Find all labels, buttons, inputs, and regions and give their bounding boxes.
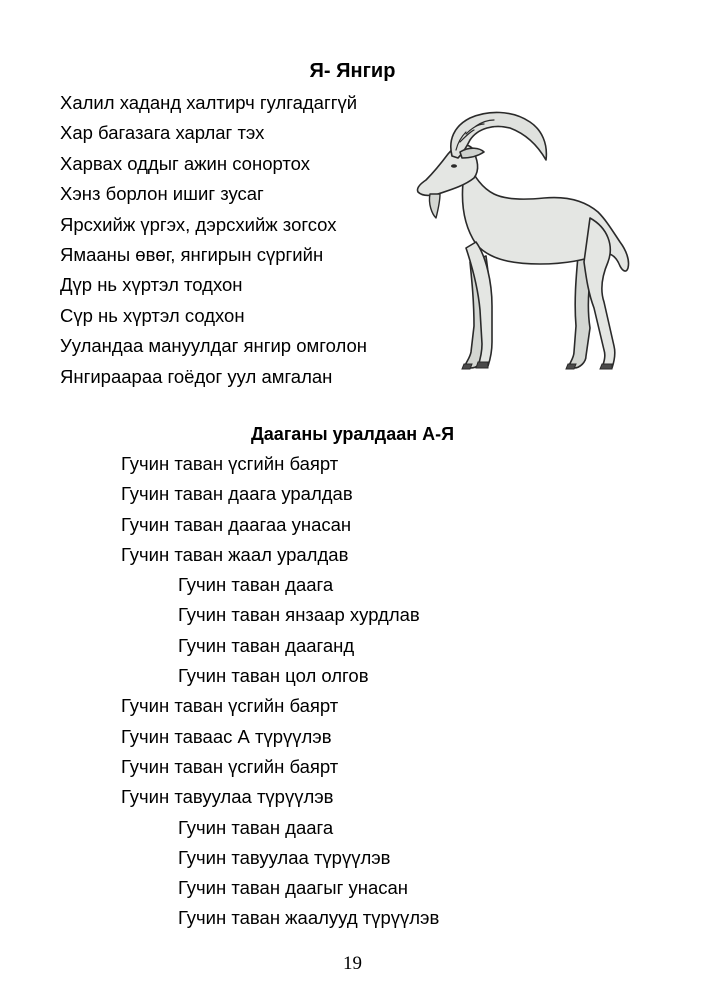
page-number: 19 <box>343 953 362 974</box>
poem-line: Дүр нь хүртэл тодхон <box>60 274 243 296</box>
poem-title: Дааганы уралдаан А-Я <box>250 424 455 444</box>
poem-title: Я- Янгир <box>309 60 396 82</box>
poem-line: Гучин тавуулаа түрүүлэв <box>178 846 391 868</box>
poem-line: Халил хаданд халтирч гулгадаггүй <box>60 92 358 113</box>
poem-line: Гучин таван цол олгов <box>178 665 369 687</box>
poem-line: Ямааны өвөг, янгирын сүргийн <box>60 243 324 265</box>
poem-line: Ууландаа мануулдаг янгир омголон <box>60 335 367 357</box>
poem-line: Гучин таван үсгийн баярт <box>121 695 339 717</box>
ibex-goat-illustration <box>408 106 650 376</box>
poem-horse-race <box>0 449 439 934</box>
poem-line: Гучин таван үсгийн баярт <box>121 755 339 777</box>
poem-line: Гучин таван даагыг унасан <box>178 877 408 899</box>
poem-line: Гучин таваас А түрүүлэв <box>121 725 332 747</box>
poem-line: Гучин таван даага уралдав <box>121 483 353 505</box>
poem-line: Хар багазага харлаг тэх <box>60 122 265 144</box>
poem-yangir <box>60 88 367 392</box>
poem-line: Сүр нь хүртэл содхон <box>60 304 245 326</box>
poem-line: Гучин таван жаалууд түрүүлэв <box>178 907 440 929</box>
poem-line: Ярсхийж үргэх, дэрсхийж зогсох <box>60 213 337 235</box>
poem-line: Гучин таван даага <box>178 574 334 596</box>
poem-line: Гучин тавуулаа түрүүлэв <box>121 786 334 808</box>
poem-line: Гучин таван үсгийн баярт <box>121 453 339 474</box>
poem-line: Янгираараа гоёдог уул амгалан <box>60 365 333 387</box>
poem-line: Гучин таван даагаа унасан <box>121 513 352 535</box>
poem-line: Гучин таван жаал уралдав <box>121 543 349 565</box>
poem-line: Харвах оддыг ажин сонортох <box>60 152 310 174</box>
poem-line: Гучин таван даага <box>178 816 334 838</box>
poem-line: Гучин таван дааганд <box>178 634 355 656</box>
poem-line: Гучин таван янзаар хурдлав <box>178 604 420 626</box>
poem-line: Хэнз борлон ишиг зусаг <box>60 183 264 205</box>
